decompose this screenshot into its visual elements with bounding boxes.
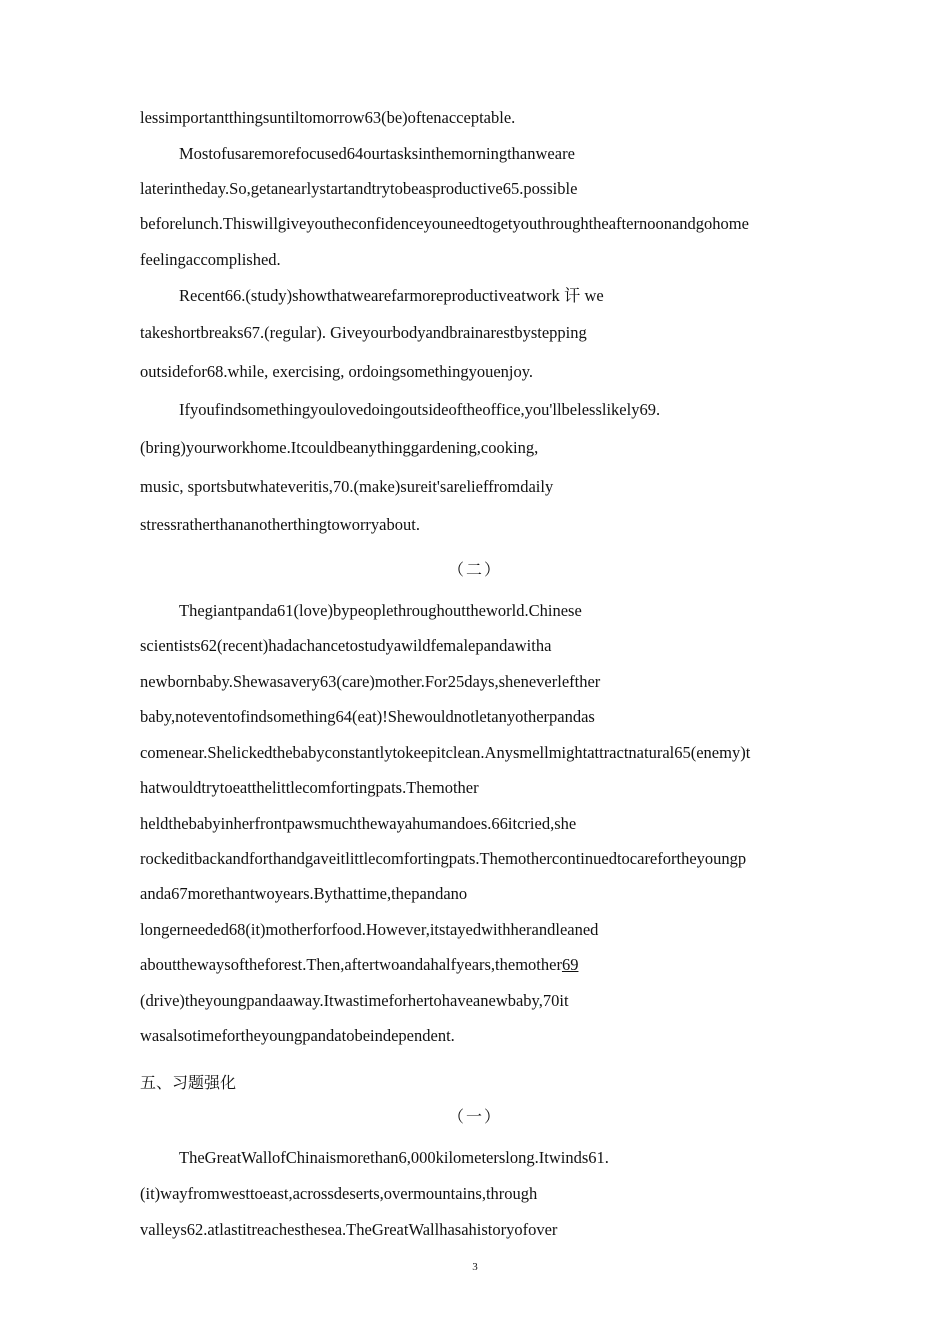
- text-line: (it)wayfromwesttoeast,acrossdeserts,overmountains,through: [140, 1184, 538, 1203]
- text-line: Recent66.(study)showthatwearefarmoreproductiveatwork 讦 we: [179, 286, 604, 305]
- page-number: 3: [472, 1261, 478, 1273]
- text-segment: aboutthewaysoftheforest.Then,aftertwoandahalfyears,themother: [140, 955, 562, 974]
- text-line: Ifyoufindsomethingyoulovedoingoutsideoftheoffice,you'llbelesslikely69.: [179, 400, 661, 419]
- text-line: newbornbaby.Shewasavery63(care)mother.For25days,sheneverlefther: [140, 672, 601, 691]
- text-line: wasalsotimefortheyoungpandatobeindependent.: [140, 1026, 455, 1045]
- text-line: longerneeded68(it)motherforfood.However,itstayedwithherandleaned: [140, 920, 599, 939]
- text-line: outsidefor68.while, exercising, ordoingsomethingyouenjoy.: [140, 362, 534, 381]
- text-line: heldthebabyinherfrontpawsmuchthewayahumandoes.66itcried,she: [140, 814, 577, 833]
- section-heading: 五、习题强化: [140, 1073, 237, 1092]
- section-label: （一）: [447, 1109, 502, 1126]
- text-line: scientists62(recent)hadachancetostudyawildfemalepandawitha: [140, 636, 552, 655]
- text-line: TheGreatWallofChinaismorethan6,000kilometerslong.Itwinds61.: [179, 1148, 609, 1167]
- text-line: stressratherthananotherthingtoworryabout.: [140, 515, 420, 534]
- text-line: anda67morethantwoyears.Bythattime,thepandano: [140, 884, 468, 903]
- text-line: Thegiantpanda61(love)bypeoplethroughouttheworld.Chinese: [179, 601, 582, 620]
- text-line: laterintheday.So,getanearlystartandtrytobeasproductive65.possible: [140, 179, 578, 198]
- text-line: Mostofusaremorefocused64ourtasksinthemorningthanweare: [179, 144, 575, 163]
- text-line: (drive)theyoungpandaaway.Itwastimeforhertohaveanewbaby,70it: [140, 991, 569, 1010]
- text-line: music, sportsbutwhateveritis,70.(make)sureit'sarelieffromdaily: [140, 477, 554, 496]
- text-line: rockeditbackandforthandgaveitlittlecomfortingpats.Themothercontinuedtocarefortheyoungp: [140, 849, 747, 868]
- text-line: beforelunch.Thiswillgiveyoutheconfidenceyouneedtogetyouthroughtheafternoonandgohome: [140, 214, 749, 233]
- text-line: baby,noteventofindsomething64(eat)!Shewouldnotletanyotherpandas: [140, 707, 595, 726]
- text-line: lessimportantthingsuntiltomorrow63(be)oftenacceptable.: [140, 108, 516, 127]
- underlined-number: 69: [561, 955, 579, 974]
- text-line: valleys62.atlastitreachesthesea.TheGreatWallhasahistoryofover: [140, 1220, 558, 1239]
- section-label: （二）: [447, 562, 502, 579]
- text-line: takeshortbreaks67.(regular). Giveyourbodyandbrainarestbystepping: [140, 323, 587, 342]
- text-line: [140, 955, 578, 975]
- text-line: feelingaccomplished.: [140, 250, 281, 269]
- text-line: hatwouldtrytoeatthelittlecomfortingpats.Themother: [140, 778, 479, 797]
- text-line: comenear.Shelickedthebabyconstantlytokeepitclean.Anysmellmightattractnatural65(enemy)t: [140, 743, 751, 762]
- text-line: (bring)yourworkhome.Itcouldbeanythinggardening,cooking,: [140, 438, 539, 457]
